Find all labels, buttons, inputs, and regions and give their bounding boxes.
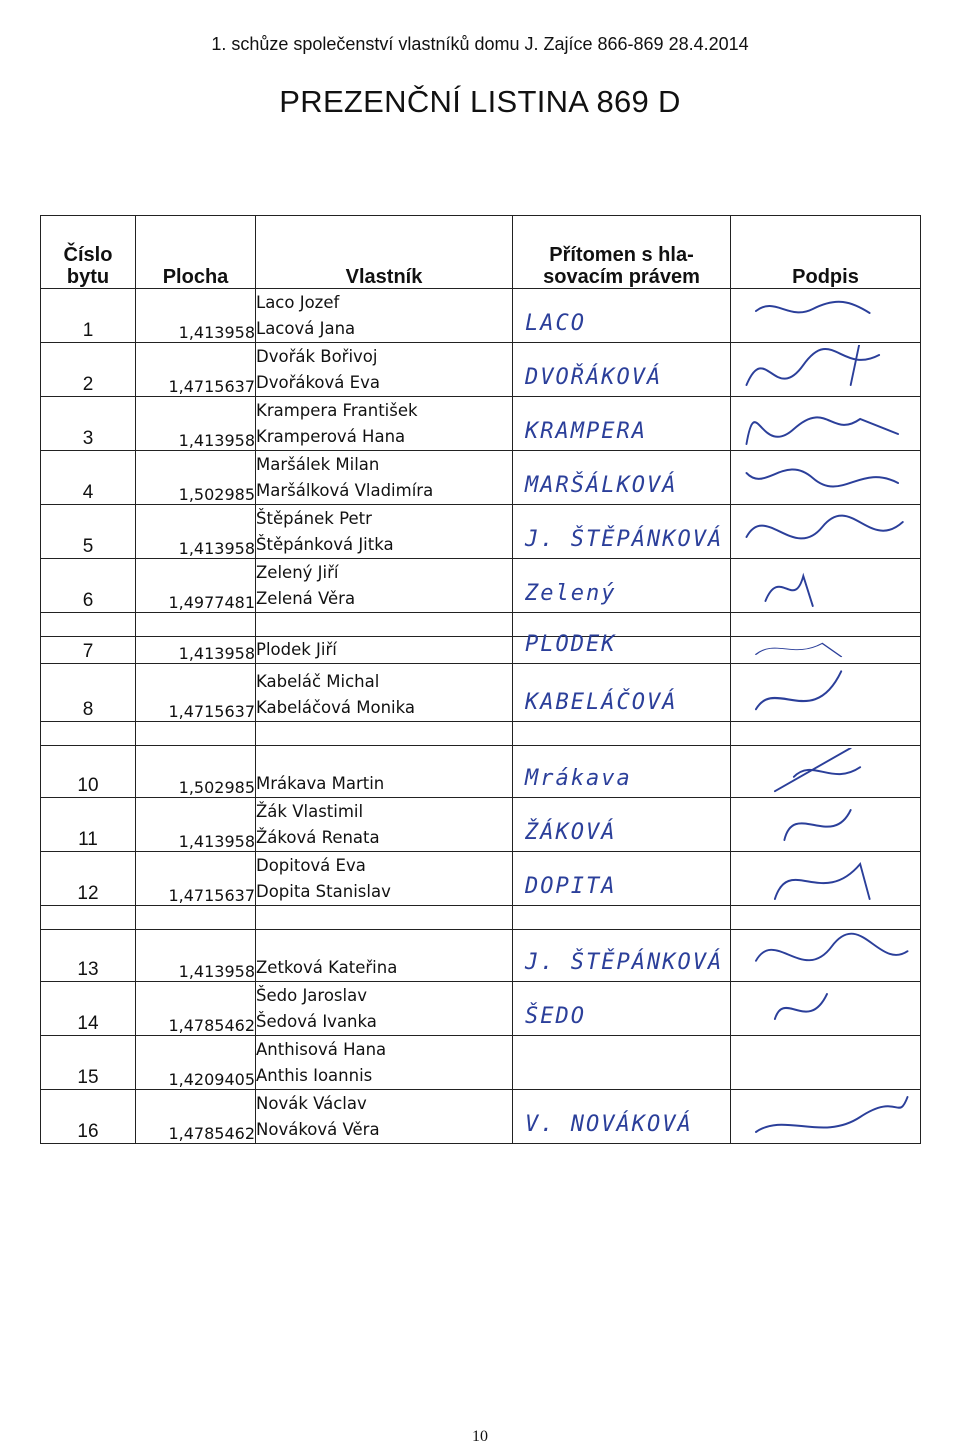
- signature-scribble: [737, 854, 917, 904]
- presence-cell: [513, 343, 731, 397]
- signature-scribble: [737, 800, 917, 850]
- unit-area: 1,4715637: [136, 852, 256, 906]
- signature-scribble: [737, 399, 917, 449]
- presence-cell: [513, 930, 731, 982]
- signature-cell: [731, 664, 921, 722]
- owner-name: Plodek Jiří: [256, 640, 337, 659]
- table-row: [41, 1036, 921, 1090]
- presence-cell: [513, 451, 731, 505]
- spacer-cell: [731, 613, 921, 637]
- unit-area: 1,502985: [136, 451, 256, 505]
- unit-area: 1,4715637: [136, 343, 256, 397]
- presence-cell: [513, 397, 731, 451]
- spacer-cell: [513, 722, 731, 746]
- table-spacer-row: [41, 906, 921, 930]
- owner-name: Štěpánek Petr: [256, 509, 372, 528]
- signature-scribble: [737, 984, 917, 1034]
- spacer-cell: [256, 722, 513, 746]
- owner-name: Krampera František: [256, 401, 418, 420]
- owner-name: Maršálek Milan: [256, 455, 380, 474]
- unit-number: 14: [41, 982, 136, 1036]
- presence-cell: [513, 1036, 731, 1090]
- table-row: [41, 1090, 921, 1144]
- owner-cell: [256, 505, 513, 559]
- spacer-cell: [256, 906, 513, 930]
- unit-number: 2: [41, 343, 136, 397]
- table-row: [41, 798, 921, 852]
- handwritten-presence-name: DOPITA: [525, 874, 617, 899]
- table-spacer-row: [41, 613, 921, 637]
- presence-cell: [513, 664, 731, 722]
- signature-cell: [731, 852, 921, 906]
- presence-cell: [513, 632, 731, 664]
- unit-number: 6: [41, 559, 136, 613]
- attendance-table: [40, 215, 921, 1144]
- unit-area: 1,4785462: [136, 1090, 256, 1144]
- owner-name: Dvořáková Eva: [256, 373, 380, 392]
- unit-number: 12: [41, 852, 136, 906]
- table-row: [41, 559, 921, 613]
- owner-cell: [256, 397, 513, 451]
- signature-scribble: [737, 345, 917, 395]
- signature-cell: [731, 930, 921, 982]
- owner-name: Anthisová Hana: [256, 1040, 387, 1059]
- unit-number: 7: [41, 637, 136, 664]
- column-header-area: Plocha: [136, 216, 256, 289]
- presence-cell: [513, 505, 731, 559]
- presence-cell: [513, 289, 731, 343]
- signature-scribble: [737, 291, 917, 341]
- signature-cell: [731, 982, 921, 1036]
- owner-name: Kramperová Hana: [256, 427, 406, 446]
- spacer-cell: [136, 722, 256, 746]
- owner-name: Zetková Kateřina: [256, 958, 398, 977]
- owner-cell: [256, 451, 513, 505]
- signature-scribble: [737, 748, 917, 796]
- unit-area: 1,4977481: [136, 559, 256, 613]
- page-title: PREZENČNÍ LISTINA 869 D: [279, 84, 681, 119]
- table-row: [41, 451, 921, 505]
- handwritten-presence-name: KABELÁČOVÁ: [525, 690, 678, 715]
- presence-cell: [513, 798, 731, 852]
- signature-scribble: [737, 1092, 917, 1142]
- column-header-present: Přítomen s hla- sovacím právem: [513, 216, 731, 289]
- table-row: [41, 664, 921, 722]
- owner-cell: [256, 1036, 513, 1090]
- owner-name: Dvořák Bořivoj: [256, 347, 378, 366]
- owner-cell: [256, 930, 513, 982]
- signature-scribble: [737, 666, 917, 720]
- owner-name: Žák Vlastimil: [256, 802, 364, 821]
- owner-name: Novák Václav: [256, 1094, 367, 1113]
- column-header-unit: Číslo bytu: [41, 216, 136, 289]
- signature-cell: [731, 1090, 921, 1144]
- handwritten-presence-name: DVOŘÁKOVÁ: [525, 365, 663, 390]
- table-row: [41, 343, 921, 397]
- unit-area: 1,4715637: [136, 664, 256, 722]
- owner-name: Dopita Stanislav: [256, 882, 391, 901]
- owner-cell: [256, 289, 513, 343]
- handwritten-presence-name: Mrákava: [525, 766, 632, 791]
- unit-area: 1,413958: [136, 289, 256, 343]
- unit-number: 13: [41, 930, 136, 982]
- handwritten-presence-name: ŠEDO: [525, 1004, 586, 1029]
- unit-area: 1,502985: [136, 746, 256, 798]
- spacer-cell: [136, 613, 256, 637]
- presence-cell: [513, 982, 731, 1036]
- signature-cell: [731, 1036, 921, 1090]
- unit-number: 8: [41, 664, 136, 722]
- signature-cell: [731, 343, 921, 397]
- table-row: [41, 930, 921, 982]
- meeting-header: 1. schůze společenství vlastníků domu J. Zajíce 866-869 28.4.2014: [211, 34, 749, 54]
- unit-area: 1,4209405: [136, 1036, 256, 1090]
- table-spacer-row: [41, 722, 921, 746]
- owner-name: Nováková Věra: [256, 1120, 380, 1139]
- table-row: [41, 289, 921, 343]
- table-row: [41, 397, 921, 451]
- unit-area: 1,4785462: [136, 982, 256, 1036]
- signature-scribble: [737, 507, 917, 557]
- page-number: 10: [472, 1428, 488, 1445]
- handwritten-presence-name: PLODEK: [525, 632, 617, 657]
- presence-cell: [513, 746, 731, 798]
- signature-scribble: [737, 453, 917, 503]
- owner-name: Lacová Jana: [256, 319, 356, 338]
- owner-cell: [256, 343, 513, 397]
- owner-cell: [256, 559, 513, 613]
- unit-number: 1: [41, 289, 136, 343]
- unit-number: 15: [41, 1036, 136, 1090]
- presence-cell: [513, 1090, 731, 1144]
- unit-area: 1,413958: [136, 798, 256, 852]
- signature-cell: [731, 505, 921, 559]
- unit-number: 4: [41, 451, 136, 505]
- owner-name: Šedová Ivanka: [256, 1012, 377, 1031]
- owner-name: Anthis Ioannis: [256, 1066, 373, 1085]
- owner-cell: [256, 746, 513, 798]
- unit-number: 5: [41, 505, 136, 559]
- unit-number: 3: [41, 397, 136, 451]
- owner-cell: [256, 637, 513, 664]
- signature-cell: [731, 289, 921, 343]
- owner-cell: [256, 982, 513, 1036]
- owner-name: Kabeláč Michal: [256, 672, 380, 691]
- signature-scribble: [737, 639, 917, 661]
- table-row: [41, 982, 921, 1036]
- unit-number: 10: [41, 746, 136, 798]
- handwritten-presence-name: ŽÁKOVÁ: [525, 820, 617, 845]
- signature-scribble: [737, 932, 917, 980]
- unit-area: 1,413958: [136, 637, 256, 664]
- owner-cell: [256, 798, 513, 852]
- signature-cell: [731, 637, 921, 664]
- table-row: [41, 852, 921, 906]
- handwritten-presence-name: J. ŠTĚPÁNKOVÁ: [525, 527, 724, 552]
- handwritten-presence-name: KRAMPERA: [525, 419, 647, 444]
- spacer-cell: [41, 722, 136, 746]
- table-row: [41, 746, 921, 798]
- owner-name: Maršálková Vladimíra: [256, 481, 434, 500]
- owner-name: Dopitová Eva: [256, 856, 366, 875]
- owner-name: Zelená Věra: [256, 589, 356, 608]
- spacer-cell: [256, 613, 513, 637]
- signature-cell: [731, 559, 921, 613]
- spacer-cell: [41, 906, 136, 930]
- handwritten-presence-name: LACO: [525, 311, 586, 336]
- unit-area: 1,413958: [136, 930, 256, 982]
- spacer-cell: [136, 906, 256, 930]
- unit-area: 1,413958: [136, 397, 256, 451]
- handwritten-presence-name: MARŠÁLKOVÁ: [525, 473, 678, 498]
- spacer-cell: [513, 906, 731, 930]
- spacer-cell: [41, 613, 136, 637]
- owner-name: Kabeláčová Monika: [256, 698, 415, 717]
- owner-cell: [256, 664, 513, 722]
- column-header-signature: Podpis: [731, 216, 921, 289]
- unit-area: 1,413958: [136, 505, 256, 559]
- table-row: [41, 637, 921, 664]
- handwritten-presence-name: J. ŠTĚPÁNKOVÁ: [525, 950, 724, 975]
- handwritten-presence-name: Zelený: [525, 581, 617, 606]
- unit-number: 11: [41, 798, 136, 852]
- signature-cell: [731, 397, 921, 451]
- signature-cell: [731, 798, 921, 852]
- column-header-owner: Vlastník: [256, 216, 513, 289]
- unit-number: 16: [41, 1090, 136, 1144]
- spacer-cell: [731, 722, 921, 746]
- owner-name: Žáková Renata: [256, 828, 380, 847]
- table-row: [41, 505, 921, 559]
- signature-scribble: [737, 561, 917, 611]
- owner-name: Štěpánková Jitka: [256, 535, 394, 554]
- owner-cell: [256, 1090, 513, 1144]
- presence-cell: [513, 852, 731, 906]
- owner-name: Zelený Jiří: [256, 563, 339, 582]
- presence-cell: [513, 559, 731, 613]
- owner-name: Laco Jozef: [256, 293, 340, 312]
- signature-cell: [731, 746, 921, 798]
- signature-cell: [731, 451, 921, 505]
- spacer-cell: [731, 906, 921, 930]
- owner-name: Šedo Jaroslav: [256, 986, 367, 1005]
- table-header-row: [41, 216, 921, 289]
- owner-name: Mrákava Martin: [256, 774, 385, 793]
- owner-cell: [256, 852, 513, 906]
- handwritten-presence-name: V. NOVÁKOVÁ: [525, 1112, 693, 1137]
